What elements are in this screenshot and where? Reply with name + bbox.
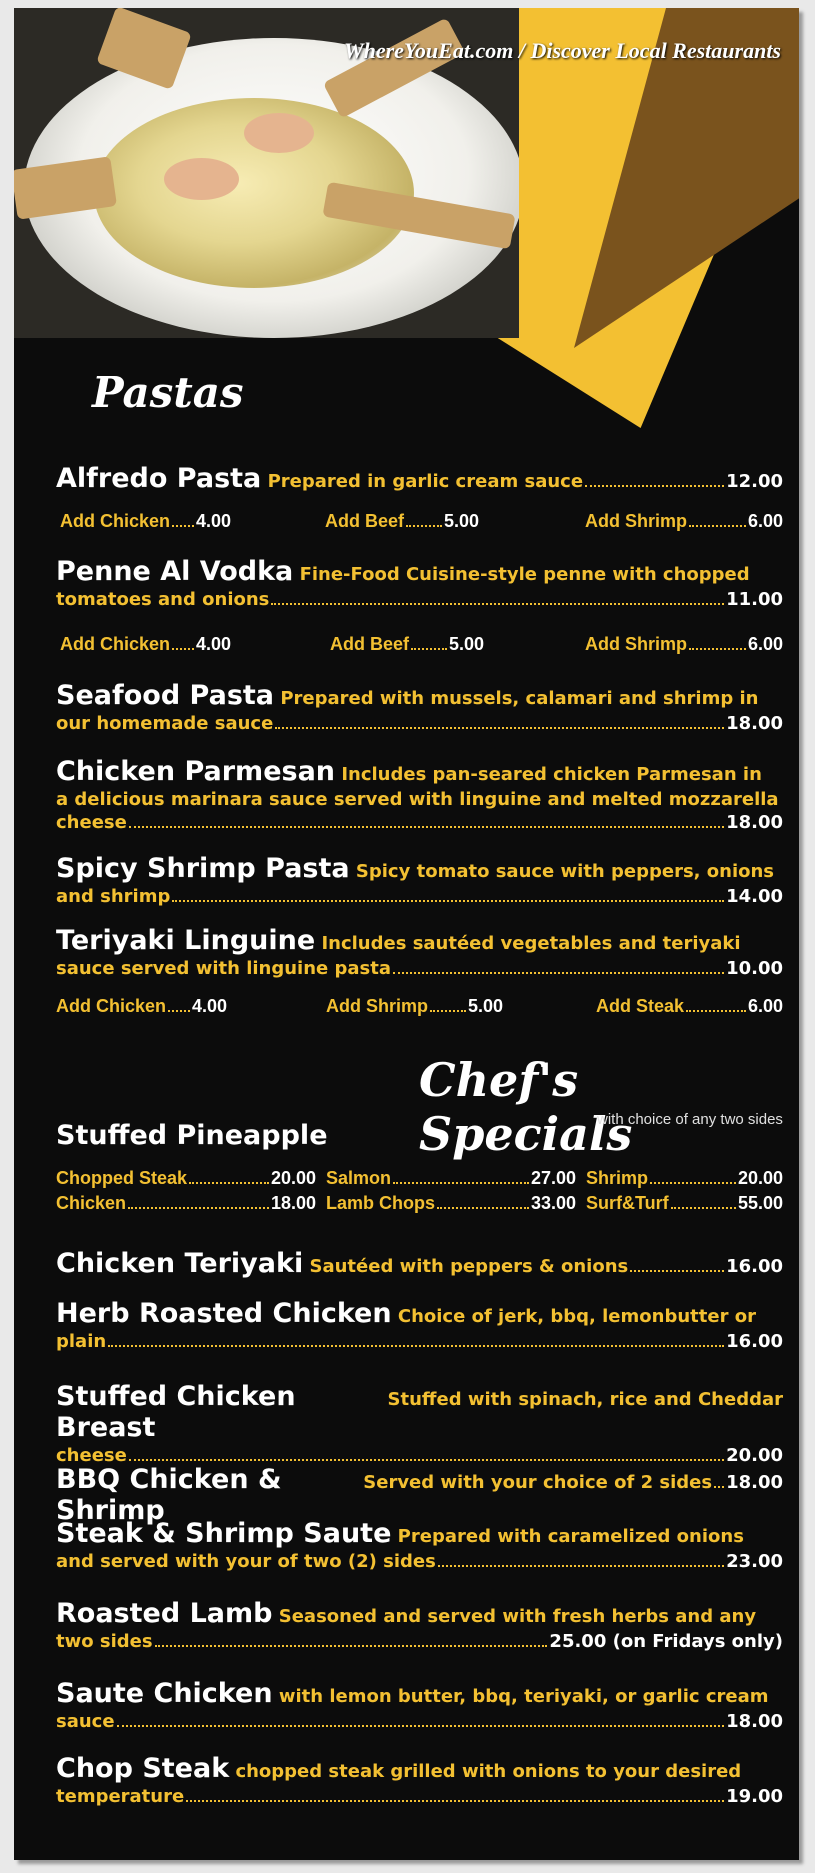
item-price: 18.00	[726, 812, 783, 833]
shrimp-image	[164, 158, 239, 200]
menu-item-stuffed-pineapple	[56, 1120, 783, 1151]
item-name: Alfredo Pasta	[56, 463, 262, 494]
option-price: 55.00	[737, 1193, 783, 1213]
addon-price: 5.00	[444, 511, 480, 531]
item-price: 12.00	[726, 471, 783, 492]
item-desc: Choice of jerk, bbq, lemonbutter or	[397, 1306, 756, 1327]
item-price: 18.00	[726, 713, 783, 734]
menu-item-spicy-shrimp-pasta	[56, 853, 783, 907]
option-label: Chicken	[56, 1193, 127, 1213]
specials-subtitle: with choice of any two sides	[597, 1111, 783, 1128]
option-label: Surf&Turf	[586, 1193, 669, 1213]
item-desc-2: temperature	[56, 1786, 185, 1807]
item-desc: Prepared in garlic cream sauce	[267, 471, 584, 492]
addon-label: Add Steak	[596, 996, 685, 1016]
addons-penne	[60, 634, 783, 655]
item-price: 10.00	[726, 958, 783, 979]
item-desc: chopped steak grilled with onions to your desired	[235, 1761, 742, 1782]
item-price: 16.00	[726, 1331, 783, 1352]
menu-item-stuffed-chicken-breast	[56, 1381, 783, 1466]
item-desc: Served with your choice of 2 sides	[363, 1472, 713, 1493]
item-name: Steak & Shrimp Saute	[56, 1518, 392, 1549]
addons-alfredo	[60, 511, 783, 532]
item-price: 23.00	[726, 1551, 783, 1572]
menu-item-alfredo-pasta	[56, 463, 783, 494]
menu-item-chop-steak	[56, 1753, 783, 1807]
item-desc-2: cheese	[56, 1445, 127, 1466]
addon-price: 6.00	[747, 634, 783, 654]
item-price: 14.00	[726, 886, 783, 907]
menu-item-saute-chicken	[56, 1678, 783, 1732]
item-desc: Includes pan-seared chicken Parmesan in	[341, 764, 762, 785]
option-price: 27.00	[530, 1168, 576, 1188]
menu-item-bbq-chicken-shrimp	[56, 1464, 783, 1526]
item-desc: Includes sautéed vegetables and teriyaki	[321, 933, 741, 954]
item-name: Stuffed Chicken Breast	[56, 1381, 296, 1443]
menu-item-chicken-parmesan	[56, 756, 783, 833]
item-desc-2: plain	[56, 1331, 107, 1352]
item-name: Penne Al Vodka	[56, 556, 294, 587]
addon-label: Add Chicken	[60, 511, 171, 531]
item-name: Chicken Teriyaki	[56, 1248, 304, 1279]
option-label: Shrimp	[586, 1168, 649, 1188]
addon-label: Add Chicken	[60, 634, 171, 654]
item-name: Herb Roasted Chicken	[56, 1298, 392, 1329]
addon-label: Add Chicken	[56, 996, 167, 1016]
item-name: Teriyaki Linguine	[56, 925, 316, 956]
option-label: Salmon	[326, 1168, 392, 1188]
item-price: 25.00 (on Fridays only)	[549, 1631, 783, 1652]
addon-price: 6.00	[747, 996, 783, 1016]
item-desc-2: sauce	[56, 1711, 115, 1732]
item-desc-2: our homemade sauce	[56, 713, 274, 734]
item-desc-2: a delicious marinara sauce served with linguine and melted mozzarella	[56, 789, 779, 810]
addon-price: 5.00	[468, 996, 504, 1016]
option-price: 18.00	[270, 1193, 316, 1213]
item-desc: with lemon butter, bbq, teriyaki, or garlic cream	[278, 1686, 769, 1707]
item-desc-2: and served with your of two (2) sides	[56, 1551, 436, 1572]
menu-item-herb-roasted-chicken	[56, 1298, 783, 1352]
addon-label: Add Beef	[325, 511, 405, 531]
item-price: 16.00	[726, 1256, 783, 1277]
item-desc-2: sauce served with linguine pasta	[56, 958, 392, 979]
addon-price: 6.00	[747, 511, 783, 531]
shrimp-image	[244, 113, 314, 153]
option-label: Lamb Chops	[326, 1193, 436, 1213]
menu-item-steak-shrimp-saute	[56, 1518, 783, 1572]
menu-item-chicken-teriyaki	[56, 1248, 783, 1279]
item-desc-2: two sides	[56, 1631, 153, 1652]
option-price: 33.00	[530, 1193, 576, 1213]
item-name: Chop Steak	[56, 1753, 230, 1784]
item-price: 20.00	[726, 1445, 783, 1466]
addon-price: 5.00	[449, 634, 485, 654]
item-price: 18.00	[726, 1472, 783, 1493]
addon-label: Add Beef	[330, 634, 410, 654]
item-desc-2: and shrimp	[56, 886, 171, 907]
stuffed-pineapple-options	[56, 1168, 783, 1214]
site-header-link[interactable]: WhereYouEat.com / Discover Local Restaurants	[344, 38, 781, 63]
option-price: 20.00	[270, 1168, 316, 1188]
item-name: BBQ Chicken & Shrimp	[56, 1464, 282, 1526]
item-name: Stuffed Pineapple	[56, 1120, 328, 1151]
item-desc-3: cheese	[56, 812, 127, 833]
addon-label: Add Shrimp	[585, 634, 687, 654]
item-desc: Sautéed with peppers & onions	[309, 1256, 629, 1277]
item-desc: Prepared with mussels, calamari and shrimp in	[280, 688, 759, 709]
item-name: Saute Chicken	[56, 1678, 273, 1709]
menu-item-penne-al-vodka	[56, 556, 783, 610]
item-name: Seafood Pasta	[56, 680, 275, 711]
item-name: Chicken Parmesan	[56, 756, 336, 787]
addon-label: Add Shrimp	[585, 511, 687, 531]
menu-item-seafood-pasta	[56, 680, 783, 734]
addon-price: 4.00	[192, 996, 228, 1016]
menu-page	[14, 8, 799, 1860]
item-desc: Spicy tomato sauce with peppers, onions	[355, 861, 775, 882]
item-name: Roasted Lamb	[56, 1598, 273, 1629]
item-desc: Fine-Food Cuisine-style penne with chopped	[299, 564, 750, 585]
item-price: 18.00	[726, 1711, 783, 1732]
addons-teriyaki	[56, 996, 783, 1017]
addon-price: 4.00	[196, 634, 232, 654]
item-price: 19.00	[726, 1786, 783, 1807]
option-label: Chopped Steak	[56, 1168, 188, 1188]
item-desc: Prepared with caramelized onions	[397, 1526, 744, 1547]
pastas-title: Pastas	[92, 368, 244, 417]
menu-item-teriyaki-linguine	[56, 925, 783, 979]
item-desc-2: tomatoes and onions	[56, 589, 270, 610]
specials-title: Chef's Specials	[419, 1053, 633, 1161]
item-desc: Seasoned and served with fresh herbs and any	[278, 1606, 757, 1627]
addon-price: 4.00	[196, 511, 232, 531]
addon-label: Add Shrimp	[326, 996, 428, 1016]
item-name: Spicy Shrimp Pasta	[56, 853, 350, 884]
option-price: 20.00	[737, 1168, 783, 1188]
item-price: 11.00	[726, 589, 783, 610]
item-desc: Stuffed with spinach, rice and Cheddar	[387, 1389, 783, 1410]
menu-item-roasted-lamb	[56, 1598, 783, 1652]
